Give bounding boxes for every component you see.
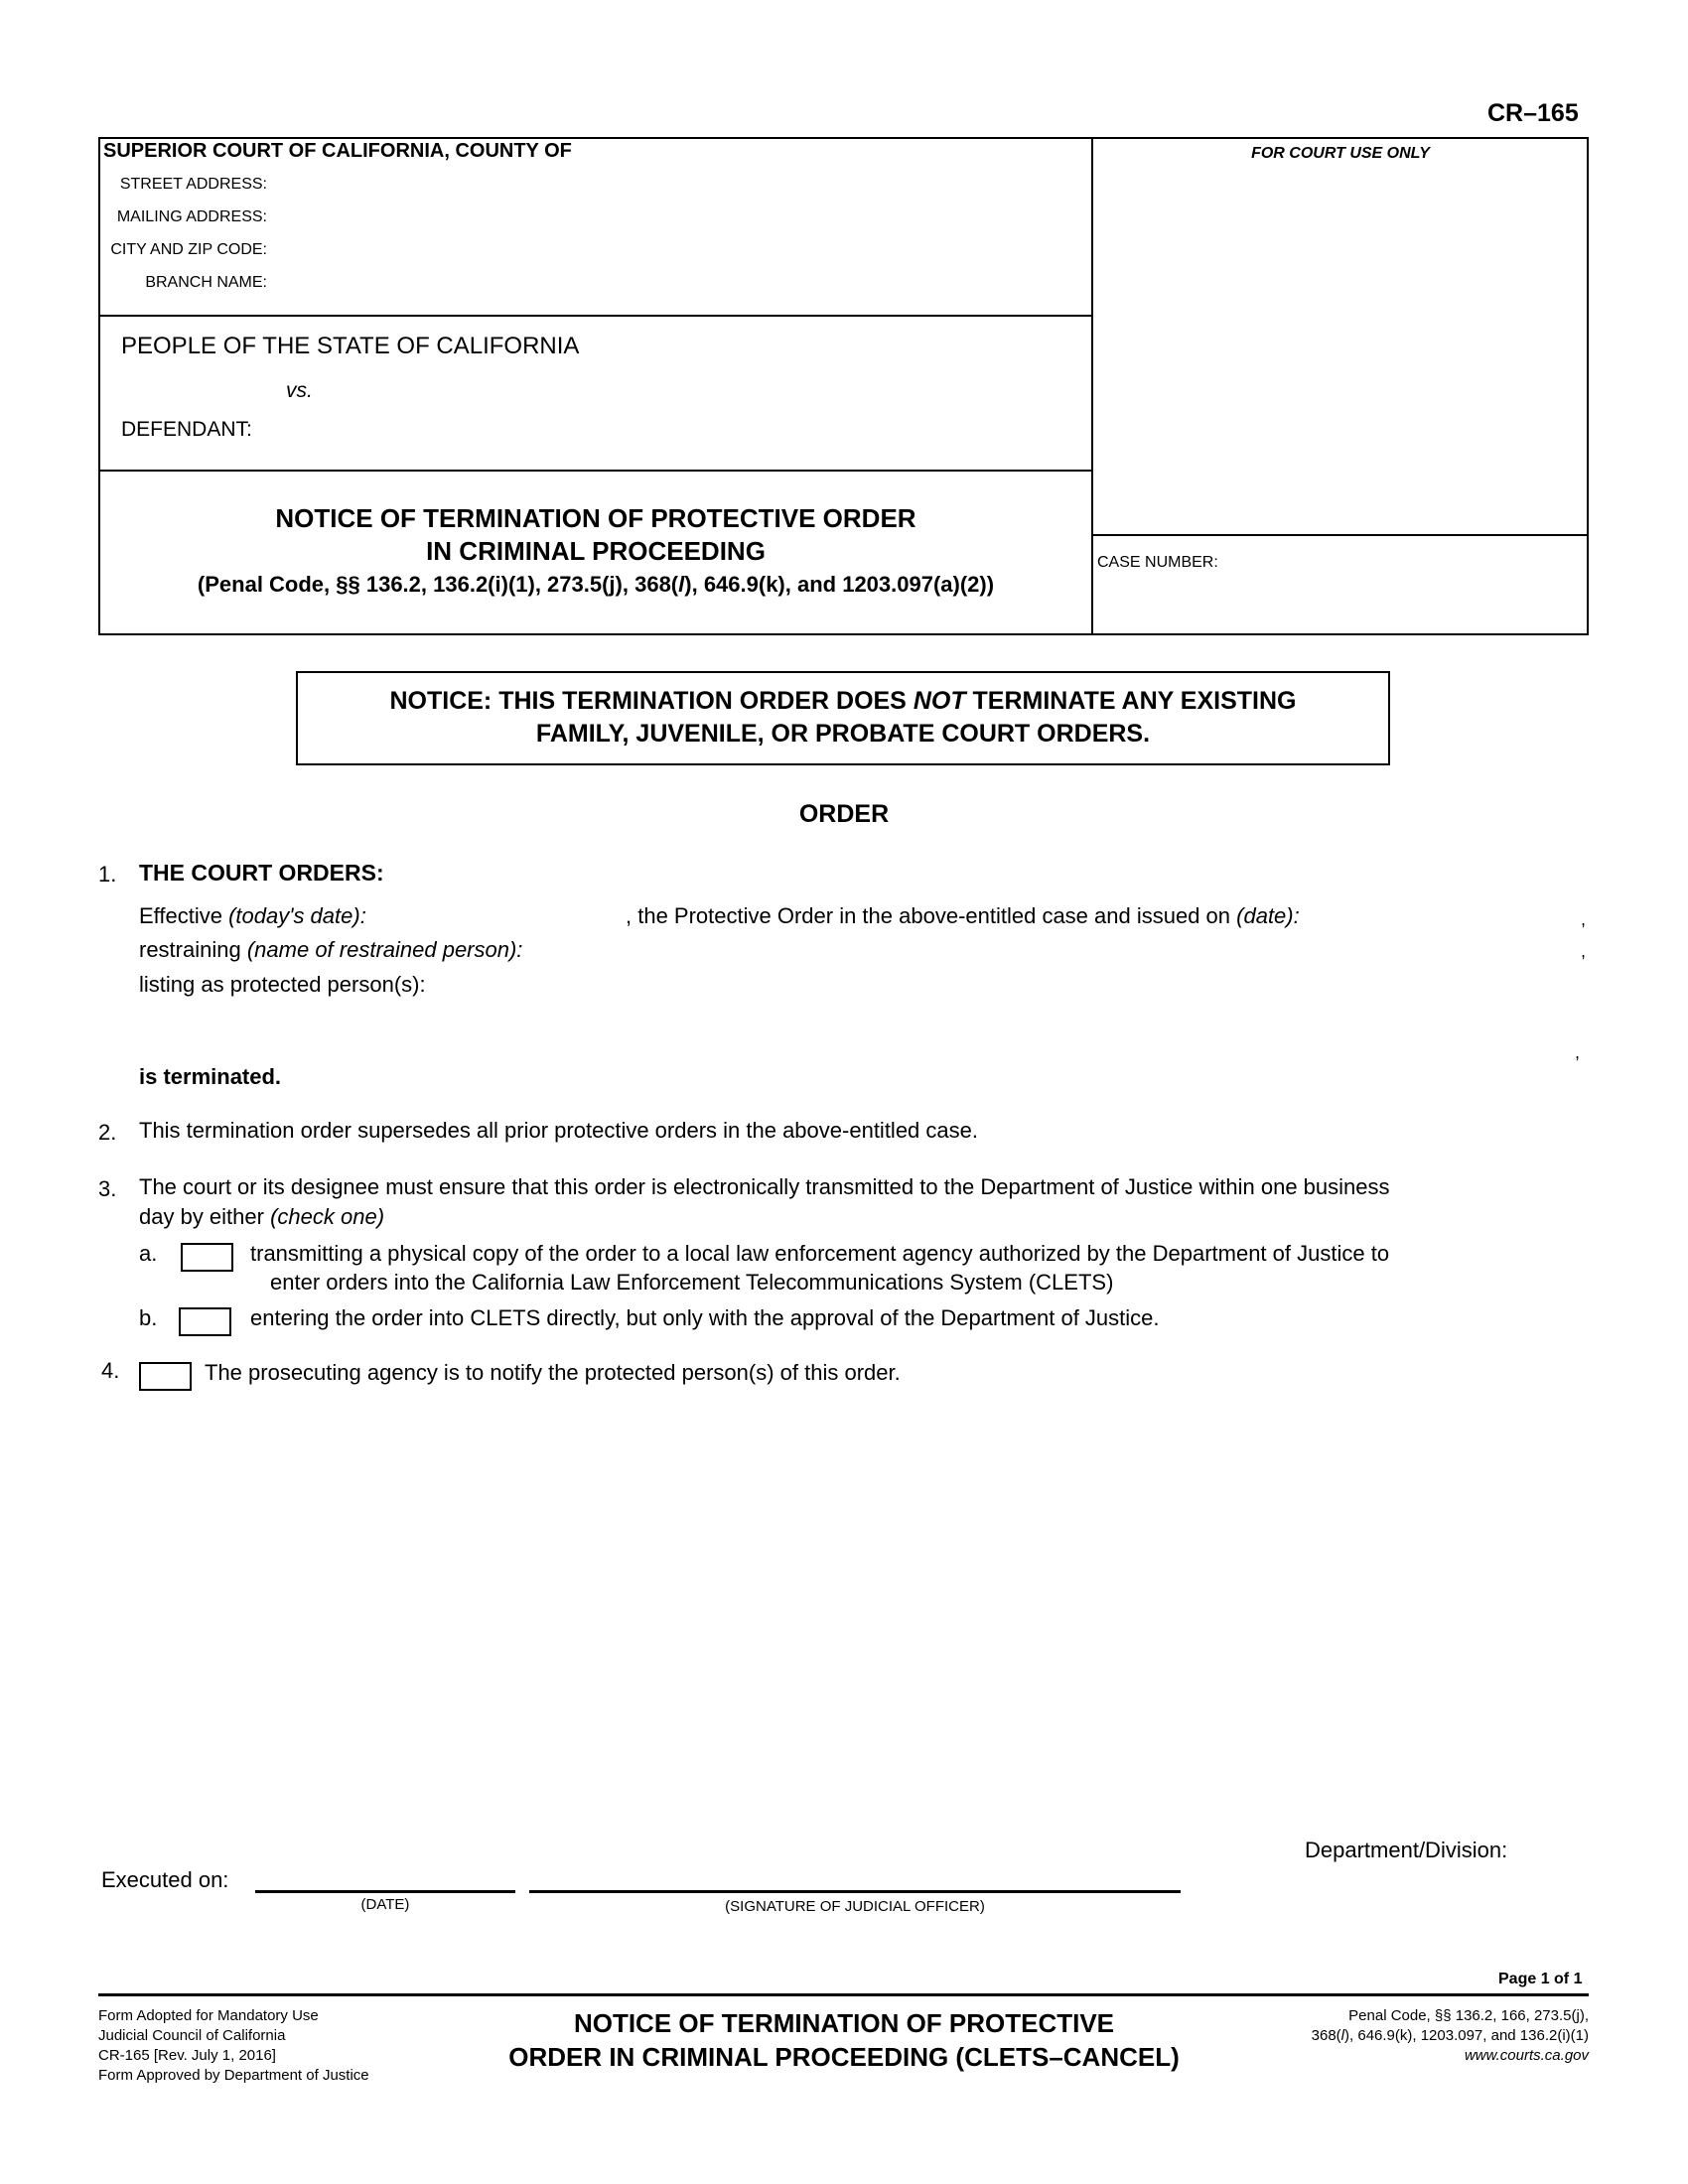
executed-on-label: Executed on: (101, 1867, 229, 1892)
item2-number: 2. (98, 1120, 117, 1145)
footer-right-line (1231, 2026, 1589, 2046)
footer-title-line: ORDER IN CRIMINAL PROCEEDING (CLETS–CANCEL) (508, 2042, 1180, 2072)
notice-part: NOTICE: THIS TERMINATION ORDER DOES (389, 687, 914, 715)
item3-number: 3. (98, 1176, 117, 1201)
footer-left-line: Form Approved by Department of Justice (98, 2067, 369, 2084)
item2-text: This termination order supersedes all prior protective orders in the above-entitled case. (139, 1118, 978, 1143)
protected-persons-label: listing as protected person(s): (139, 972, 426, 997)
footer-right-part: ), 646.9(k), 1203.097, and 136.2(i)(1) (1344, 2027, 1589, 2044)
item3a-line1: transmitting a physical copy of the order to a local law enforcement agency authorized by the Department of Justice to (250, 1241, 1390, 1266)
effective-text: Effective (139, 903, 229, 928)
defendant-label: DEFENDANT: (121, 418, 252, 441)
footer-right (1231, 2006, 1589, 2066)
courts-website-link[interactable]: www.courts.ca.gov (1464, 2047, 1589, 2064)
footer-rule (98, 1993, 1589, 1996)
signature-caption: (SIGNATURE OF JUDICIAL OFFICER) (725, 1898, 985, 1915)
check-one-text: (check one) (270, 1204, 385, 1229)
item3a-label: a. (139, 1241, 158, 1266)
restraining-text: restraining (139, 937, 247, 962)
footer-right-part: 368( (1311, 2027, 1341, 2044)
header-border (98, 315, 1092, 317)
item3b-checkbox[interactable] (179, 1307, 231, 1336)
court-use-only-label: FOR COURT USE ONLY (1251, 145, 1430, 162)
date-text: (date): (1236, 903, 1300, 928)
protective-order-text (626, 903, 1300, 929)
header-border (98, 633, 1589, 635)
form-citation (99, 572, 1092, 598)
footer-title (457, 2006, 1231, 2074)
people-label: PEOPLE OF THE STATE OF CALIFORNIA (121, 333, 580, 359)
notice-line2: FAMILY, JUVENILE, OR PROBATE COURT ORDERS. (535, 720, 1151, 748)
header-border (98, 470, 1092, 472)
comma: , (1581, 909, 1587, 929)
citation-part: l (678, 572, 685, 597)
item3-line1: The court or its designee must ensure that this order is electronically transmitted to the Department of Justice within one business (139, 1174, 1390, 1199)
restraining-label (139, 937, 522, 963)
item3b-label: b. (139, 1305, 158, 1330)
todays-date-text: (today's date): (228, 903, 366, 928)
notice-line1 (296, 687, 1390, 716)
case-number-label: CASE NUMBER: (1097, 554, 1218, 571)
header-border (1091, 534, 1589, 536)
notice-part: NOT (913, 687, 966, 715)
footer-right-line: Penal Code, §§ 136.2, 166, 273.5(j), (1348, 2007, 1589, 2024)
form-title-line2: IN CRIMINAL PROCEEDING (426, 536, 766, 566)
city-zip-label: CITY AND ZIP CODE: (110, 241, 267, 258)
date-caption: (DATE) (360, 1896, 410, 1913)
court-title: SUPERIOR COURT OF CALIFORNIA, COUNTY OF (103, 140, 572, 162)
form-number: CR–165 (1487, 99, 1579, 127)
item3a-checkbox[interactable] (181, 1243, 233, 1272)
vs-label: vs. (286, 379, 313, 402)
restrained-person-text: (name of restrained person): (246, 937, 523, 962)
branch-name-label: BRANCH NAME: (145, 274, 267, 291)
protective-text: , the Protective Order in the above-entitled case and issued on (626, 903, 1237, 928)
item3a-line2: enter orders into the California Law Enforcement Telecommunications System (CLETS) (270, 1270, 1114, 1295)
item3-line2 (139, 1204, 384, 1230)
comma: , (1575, 1042, 1581, 1062)
item1-number: 1. (98, 862, 117, 887)
item4-checkbox[interactable] (139, 1362, 192, 1391)
order-heading: ORDER (798, 800, 890, 828)
citation-part: (Penal Code, §§ 136.2, 136.2(i)(1), 273.5(j), 368( (197, 572, 679, 597)
street-address-label: STREET ADDRESS: (119, 176, 267, 193)
header-border (1587, 137, 1589, 635)
item1-heading: THE COURT ORDERS: (139, 860, 384, 886)
item4-text: The prosecuting agency is to notify the protected person(s) of this order. (205, 1360, 901, 1385)
footer-title-line: NOTICE OF TERMINATION OF PROTECTIVE (573, 2008, 1115, 2038)
comma: , (1581, 941, 1587, 961)
notice-box (296, 671, 1390, 765)
citation-part: ), 646.9(k), and 1203.097(a)(2)) (684, 572, 995, 597)
department-division-label: Department/Division: (1305, 1838, 1508, 1862)
date-signature-line[interactable] (255, 1890, 515, 1893)
notice-part: TERMINATE ANY EXISTING (965, 687, 1297, 715)
footer-right-part: l (1340, 2027, 1345, 2044)
footer-left (98, 2006, 369, 2086)
item4-number: 4. (101, 1358, 120, 1383)
effective-label (139, 903, 366, 929)
footer-left-line: Form Adopted for Mandatory Use (98, 2007, 319, 2024)
terminated-label: is terminated. (139, 1064, 282, 1089)
footer-left-line: CR-165 [Rev. July 1, 2016] (98, 2047, 276, 2064)
item3-line2-text: day by either (139, 1204, 271, 1229)
form-title-line1: NOTICE OF TERMINATION OF PROTECTIVE ORDER (275, 503, 916, 533)
footer-left-line: Judicial Council of California (98, 2027, 286, 2044)
item3b-text: entering the order into CLETS directly, but only with the approval of the Department of Justice. (250, 1305, 1160, 1330)
mailing-address-label: MAILING ADDRESS: (116, 208, 267, 225)
header-border (98, 137, 1588, 139)
page-number: Page 1 of 1 (1498, 1971, 1583, 1987)
judicial-signature-line[interactable] (529, 1890, 1181, 1893)
